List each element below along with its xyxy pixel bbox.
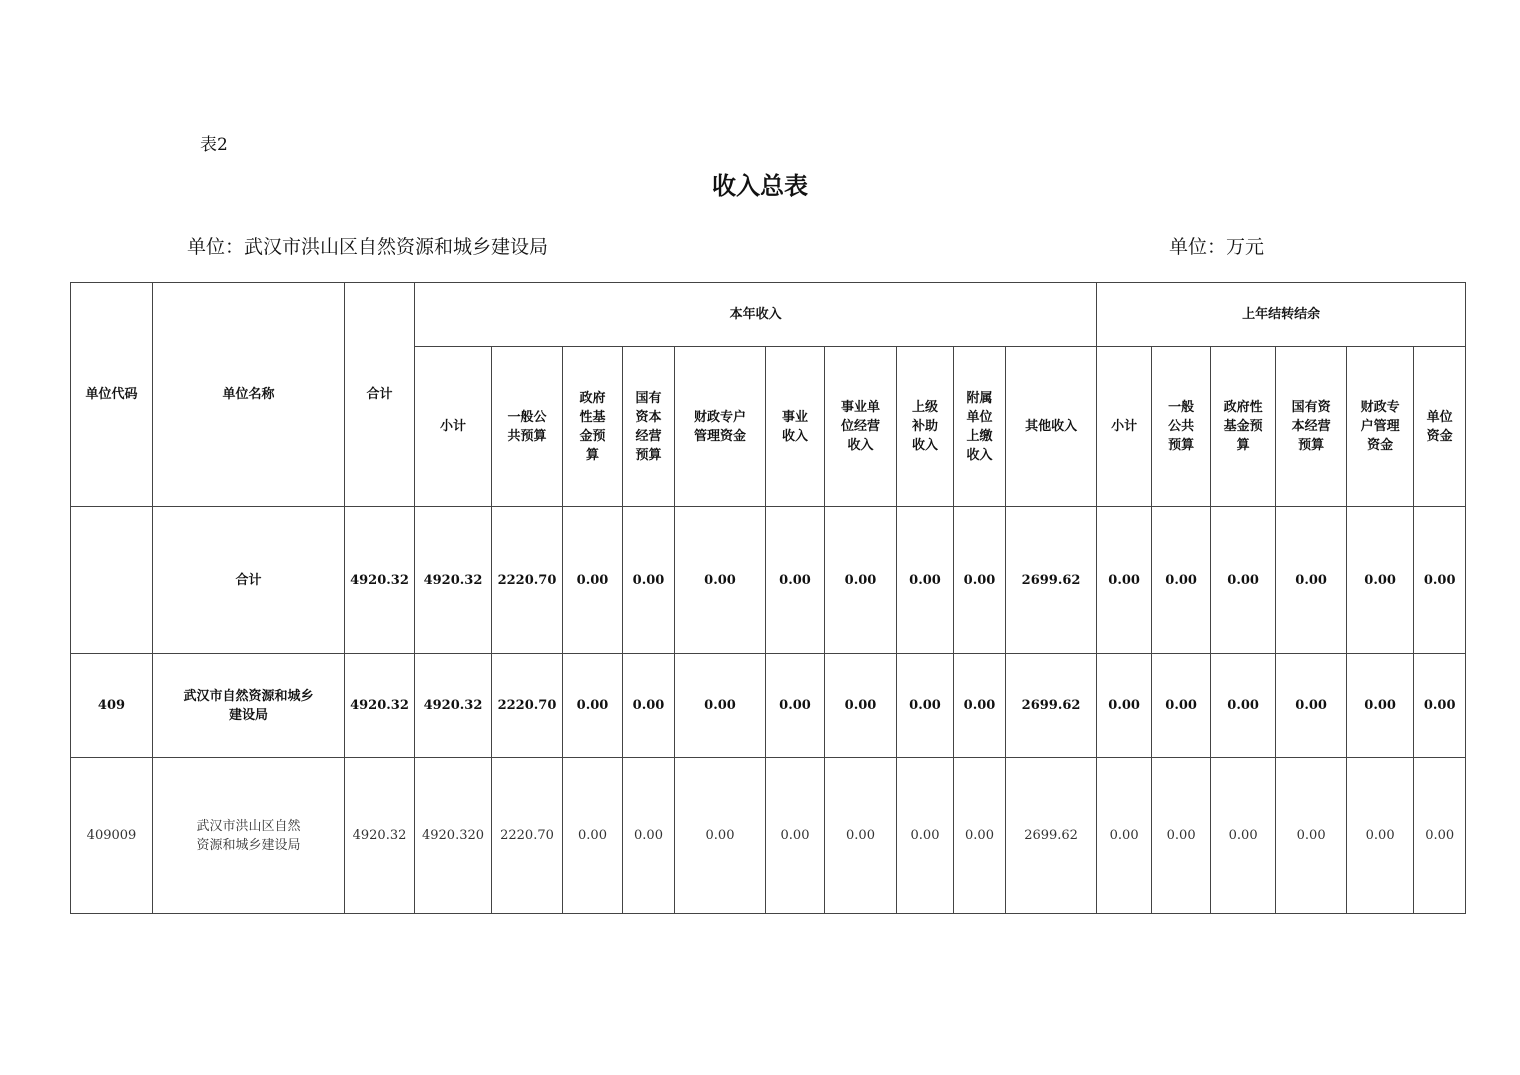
amount-cell: 0.00: [1347, 758, 1414, 914]
header-current-col: 财政专户管理资金: [675, 347, 766, 507]
amount-cell: 0.00: [897, 758, 954, 914]
header-current-col: 其他收入: [1006, 347, 1097, 507]
amount-cell: 0.00: [825, 654, 897, 758]
amount-cell: 0.00: [954, 654, 1006, 758]
amount-cell: 0.00: [675, 758, 766, 914]
amount-cell: 0.00: [1211, 654, 1276, 758]
unit-name-cell: 武汉市自然资源和城乡建设局: [153, 654, 345, 758]
amount-cell: 0.00: [1276, 507, 1347, 654]
amount-cell: 2220.70: [492, 758, 563, 914]
table-row: [71, 654, 1466, 758]
amount-cell: 0.00: [825, 507, 897, 654]
amount-cell: 0.00: [825, 758, 897, 914]
amount-cell: 0.00: [623, 654, 675, 758]
header-current-year-income: 本年收入: [415, 283, 1097, 347]
header-carryover-col: 小计: [1097, 347, 1152, 507]
amount-cell: 0.00: [1414, 758, 1466, 914]
amount-cell: 0.00: [1414, 654, 1466, 758]
amount-cell: 0.00: [1276, 758, 1347, 914]
amount-cell: 0.00: [563, 507, 623, 654]
amount-cell: 2220.70: [492, 654, 563, 758]
amount-cell: 0.00: [1152, 654, 1211, 758]
header-current-col: 小计: [415, 347, 492, 507]
amount-cell: 0.00: [1211, 758, 1276, 914]
header-current-col: 附属单位上缴收入: [954, 347, 1006, 507]
header-current-col: 一般公共预算: [492, 347, 563, 507]
amount-cell: 2699.62: [1006, 758, 1097, 914]
amount-cell: 0.00: [1211, 507, 1276, 654]
header-current-col: 事业单位经营收入: [825, 347, 897, 507]
header-prior-year-carryover: 上年结转结余: [1097, 283, 1466, 347]
amount-cell: 0.00: [954, 758, 1006, 914]
amount-cell: 0.00: [897, 507, 954, 654]
income-summary-table: [70, 282, 1466, 914]
page-title: 收入总表: [712, 172, 808, 200]
amount-cell: 0.00: [1276, 654, 1347, 758]
table-row: [71, 507, 1466, 654]
amount-cell: 0.00: [1347, 507, 1414, 654]
header-carryover-col: 财政专户管理资金: [1347, 347, 1414, 507]
amount-cell: 0.00: [563, 758, 623, 914]
header-current-col: 国有资本经营预算: [623, 347, 675, 507]
amount-cell: 0.00: [1097, 758, 1152, 914]
amount-cell: 4920.32: [415, 654, 492, 758]
header-name: 单位名称: [153, 283, 345, 507]
amount-cell: 0.00: [1152, 758, 1211, 914]
header-current-col: 上级补助收入: [897, 347, 954, 507]
header-carryover-col: 一般公共预算: [1152, 347, 1211, 507]
table-row: [71, 758, 1466, 914]
amount-cell: 0.00: [675, 654, 766, 758]
amount-cell: 0.00: [766, 758, 825, 914]
amount-cell: 4920.32: [345, 507, 415, 654]
amount-cell: 0.00: [1152, 507, 1211, 654]
amount-cell: 0.00: [897, 654, 954, 758]
header-carryover-col: 国有资本经营预算: [1276, 347, 1347, 507]
header-code: 单位代码: [71, 283, 153, 507]
amount-cell: 0.00: [623, 758, 675, 914]
amount-cell: 4920.32: [345, 758, 415, 914]
amount-cell: 0.00: [954, 507, 1006, 654]
amount-cell: 0.00: [1097, 507, 1152, 654]
header-carryover-col: 政府性基金预算: [1211, 347, 1276, 507]
header-carryover-col: 单位资金: [1414, 347, 1466, 507]
header-total: 合计: [345, 283, 415, 507]
amount-cell: 0.00: [563, 654, 623, 758]
amount-cell: 2699.62: [1006, 654, 1097, 758]
amount-cell: 0.00: [1414, 507, 1466, 654]
unit-currency: 单位：万元: [1169, 236, 1265, 258]
amount-cell: 0.00: [766, 654, 825, 758]
unit-name-cell: 合计: [153, 507, 345, 654]
amount-cell: 4920.32: [345, 654, 415, 758]
amount-cell: 0.00: [766, 507, 825, 654]
amount-cell: 2699.62: [1006, 507, 1097, 654]
unit-code-cell: 409009: [71, 758, 153, 914]
unit-organization: 单位：武汉市洪山区自然资源和城乡建设局: [187, 236, 549, 258]
unit-name-cell: 武汉市洪山区自然资源和城乡建设局: [153, 758, 345, 914]
header-current-col: 事业收入: [766, 347, 825, 507]
header-current-col: 政府性基金预算: [563, 347, 623, 507]
amount-cell: 4920.32: [415, 507, 492, 654]
unit-code-cell: [71, 507, 153, 654]
unit-code-cell: 409: [71, 654, 153, 758]
table-number: 表2: [200, 135, 228, 155]
amount-cell: 2220.70: [492, 507, 563, 654]
amount-cell: 0.00: [1097, 654, 1152, 758]
amount-cell: 4920.320: [415, 758, 492, 914]
amount-cell: 0.00: [623, 507, 675, 654]
amount-cell: 0.00: [1347, 654, 1414, 758]
amount-cell: 0.00: [675, 507, 766, 654]
